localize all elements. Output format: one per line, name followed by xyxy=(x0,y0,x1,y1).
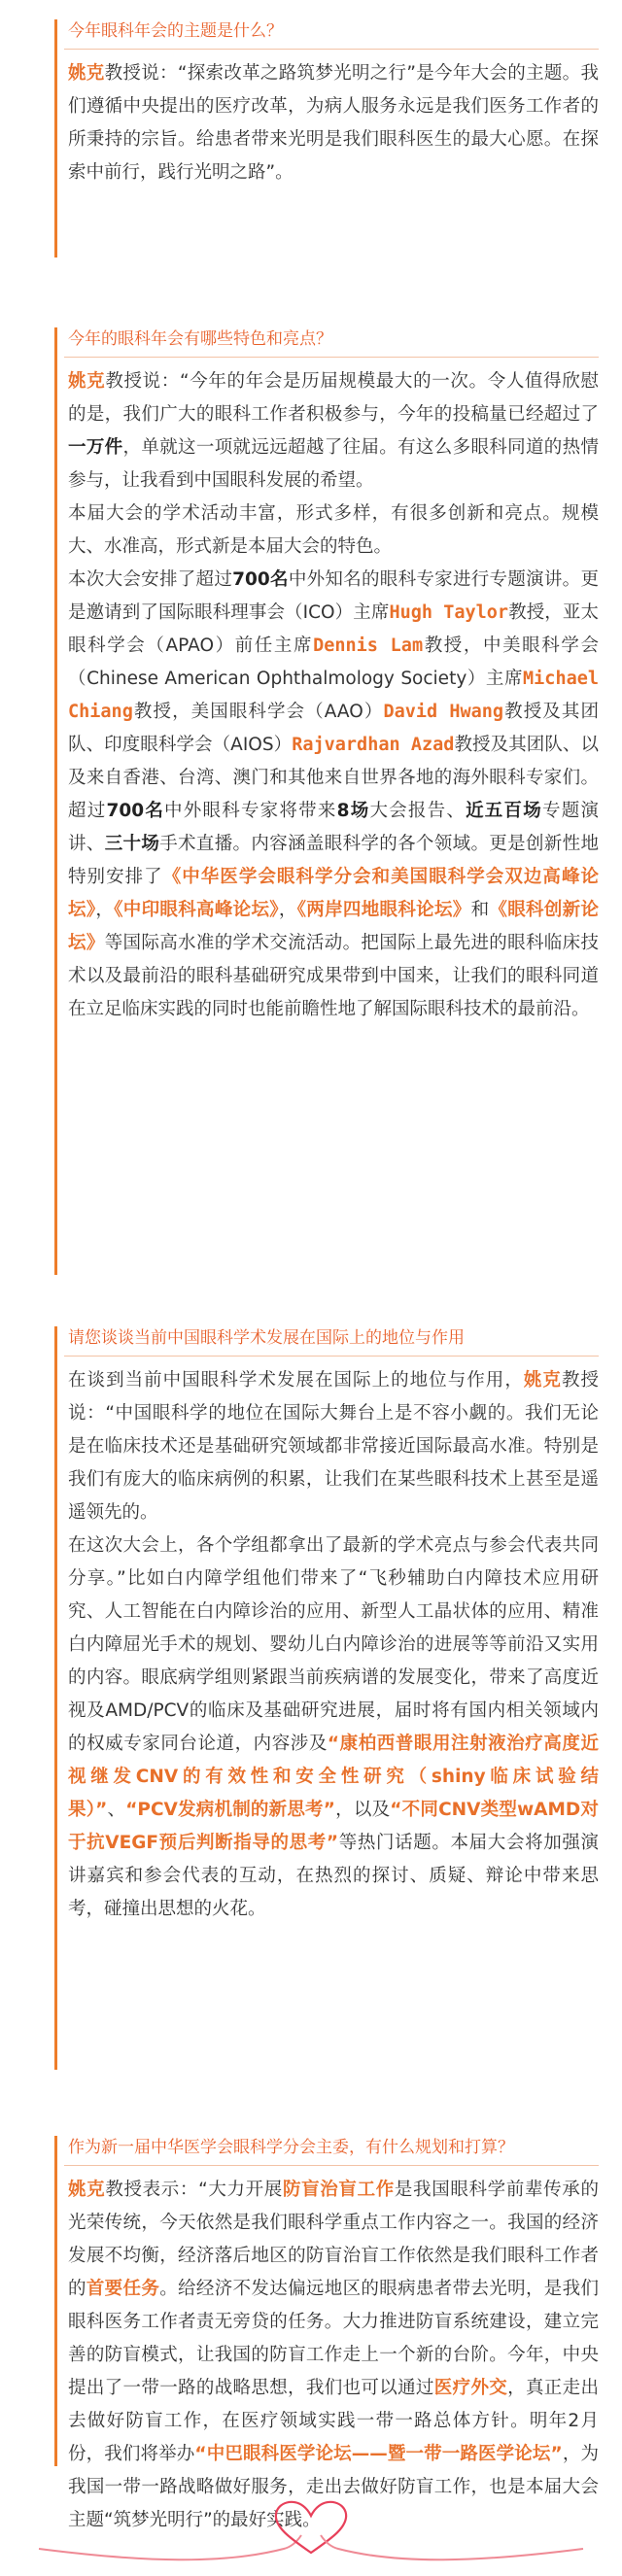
highlighted-text: David Hwang xyxy=(383,702,504,722)
highlighted-text: 一万件 xyxy=(68,437,123,458)
body-text: 在谈到当前中国眼科学术发展在国际上的地位与作用， xyxy=(68,1370,524,1391)
body-text: 教授，亚太眼科学会（APAO）前任主席 xyxy=(68,602,599,656)
section-paragraphs xyxy=(64,365,599,1026)
qa-section-plans xyxy=(54,2136,599,2537)
body-text: 本次大会安排了超过 xyxy=(68,569,233,590)
answer-paragraph xyxy=(64,1529,599,1926)
highlighted-text: Rajvardhan Azad xyxy=(292,735,455,755)
section-question: 作为新一届中华医学会眼科学分会主委，有什么规划和打算？ xyxy=(68,2138,514,2157)
body-text: 教授，中美眼科学会（Chinese American Ophthalmology Society）主席 xyxy=(68,635,599,689)
section-question: 今年眼科年会的主题是什么？ xyxy=(68,21,283,41)
highlighted-text: 近五百场 xyxy=(466,801,542,821)
highlighted-text: 《中印眼科高峰论坛》 xyxy=(114,900,279,920)
body-text: 中外眼科专家将带来 xyxy=(164,801,337,821)
accent-bar xyxy=(54,1326,57,2070)
highlighted-text: “中巴眼科医学论坛——暨一带一路医学论坛” xyxy=(194,2444,563,2464)
body-text: 本届大会的学术活动丰富，形式多样，有很多创新和亮点。规模大、水准高，形式新是本届大会的特色。 xyxy=(68,503,599,557)
qa-section-highlights xyxy=(54,327,599,1026)
highlighted-text: 姚克 xyxy=(68,371,106,392)
body-text: 教授及其团队、印度眼科学会（AIOS） xyxy=(68,702,599,755)
section-body xyxy=(64,1326,599,1926)
highlighted-text: 700名 xyxy=(106,801,165,821)
body-text: 和 xyxy=(470,900,490,920)
question-divider xyxy=(64,357,599,358)
highlighted-text: 700名 xyxy=(232,569,289,590)
highlighted-text: 首要任务 xyxy=(86,2279,160,2299)
body-text: 教授说：“探索改革之路筑梦光明之行”是今年大会的主题。我们遵循中央提出的医疗改革，为病人服务永远是我们医务工作者的所秉持的宗旨。给患者带来光明是我们眼科医生的最大心愿。在探索中前行，践行光明之路”。 xyxy=(68,63,599,183)
body-text: 教授说：“中国眼科学的地位在国际大舞台上是不容小觑的。我们无论是在临床技术还是基础研究领域都非常接近国际最高水准。特别是我们有庞大的临床病例的积累，让我们在某些眼科技术上甚至是遥遥领先的。 xyxy=(68,1370,599,1523)
section-question: 请您谈谈当前中国眼科学术发展在国际上的地位与作用 xyxy=(68,1328,465,1348)
answer-paragraph xyxy=(64,564,599,1026)
highlighted-text: 《眼科创新论坛》 xyxy=(68,900,599,953)
highlighted-text: Dennis Lam xyxy=(313,635,424,656)
highlighted-text: Michael Chiang xyxy=(68,669,599,722)
question-divider xyxy=(64,1356,599,1357)
body-text: 。给经济不发达偏远地区的眼病患者带去光明，是我们眼科医务工作者责无旁贷的任务。大力推进防盲系统建设，建立完善的防盲模式，让我国的防盲工作走上一个新的台阶。今年，中央提出了一带一路的战略思想，我们也可以通过 xyxy=(68,2279,599,2398)
body-text: 大会报告、 xyxy=(369,801,466,821)
body-text: 教授及其团队、以及来自香港、台湾、澳门和其他来自世界各地的海外眼科专家们。超过 xyxy=(68,735,599,821)
body-text: ， xyxy=(278,900,297,920)
question-divider xyxy=(64,49,599,50)
body-text: 等热门话题。本届大会将加强演讲嘉宾和参会代表的互动，在热烈的探讨、质疑、辩论中带来思考，碰撞出思想的火花。 xyxy=(68,1833,599,1919)
qa-section-theme xyxy=(54,19,599,189)
body-text: 教授，美国眼科学会（AAO） xyxy=(132,702,384,722)
body-text: 教授说：“今年的年会是历届规模最大的一次。令人值得欣慰的是，我们广大的眼科工作者积极参与，今年的投稿量已经超过了 xyxy=(68,371,599,425)
body-text: ， xyxy=(95,900,115,920)
section-question: 今年的眼科年会有哪些特色和亮点？ xyxy=(68,329,332,349)
section-paragraphs xyxy=(64,1364,599,1926)
section-paragraphs xyxy=(64,2174,599,2537)
highlighted-text: 《中华医学会眼科学分会和美国眼科学会双边高峰论坛》 xyxy=(68,867,599,920)
answer-paragraph xyxy=(64,365,599,498)
answer-paragraph xyxy=(64,498,599,564)
highlighted-text: 8场 xyxy=(336,801,370,821)
section-paragraphs xyxy=(64,57,599,189)
body-text: 教授表示：“大力开展 xyxy=(105,2180,283,2200)
highlighted-text: 姚克 xyxy=(68,2180,106,2200)
body-text: 中外知名的眼科专家进行专题演讲。更是邀请到了国际眼科理事会（ICO）主席 xyxy=(68,569,599,623)
section-body xyxy=(64,327,599,1026)
body-text: 是我国眼科学前辈传承的光荣传统，今天依然是我们眼科学重点工作内容之一。我国的经济发展不均衡，经济落后地区的防盲治盲工作依然是我们眼科工作者的 xyxy=(68,2180,599,2299)
body-text: 专题演讲、 xyxy=(68,801,599,854)
highlighted-text: 姚克 xyxy=(68,63,105,84)
highlighted-text: 《两岸四地眼科论坛》 xyxy=(296,900,471,920)
section-body xyxy=(64,2136,599,2537)
body-text: ，以及 xyxy=(334,1800,391,1820)
accent-bar xyxy=(54,19,57,258)
body-text: 等国际高水准的学术交流活动。把国际上最先进的眼科临床技术以及最前沿的眼科基础研究成果带到中国来，让我们的眼科同道在立足临床实践的同时也能前瞻性地了解国际眼科技术的最前沿。 xyxy=(68,933,599,1019)
heart-line-icon xyxy=(0,2492,622,2570)
accent-bar xyxy=(54,327,57,1275)
highlighted-text: 防盲治盲工作 xyxy=(282,2180,395,2200)
accent-bar xyxy=(54,2136,57,2466)
highlighted-text: 医疗外交 xyxy=(433,2378,508,2398)
answer-paragraph xyxy=(64,2174,599,2537)
highlighted-text: “PCV发病机制的新思考” xyxy=(125,1800,335,1820)
question-divider xyxy=(64,2165,599,2166)
body-text: 在这次大会上，各个学组都拿出了最新的学术亮点与参会代表共同分享。”比如白内障学组他们带来了“飞秒辅助白内障技术应用研究、人工智能在白内障诊治的应用、新型人工晶状体的应用、精准白内障屈光手术的规划、婴幼儿白内障诊治的进展等等前沿又实用的内容。眼底病学组则紧跟当前疾病谱的发展变化，带来了高度近视及AMD/PCV的临床及基础研究进展，届时将有国内相关领域内的权威专家同台论道，内容涉及 xyxy=(68,1535,599,1754)
highlighted-text: Hugh Taylor xyxy=(389,602,509,623)
highlighted-text: 三十场 xyxy=(104,834,160,854)
highlighted-text: “康柏西普眼用注射液治疗高度近视继发CNV的有效性和安全性研究（shiny临床试验结果）” xyxy=(68,1734,599,1820)
answer-paragraph xyxy=(64,1364,599,1529)
highlighted-text: “不同CNV类型wAMD对于抗VEGF预后判断指导的思考” xyxy=(68,1800,599,1853)
body-text: ，单就这一项就远远超越了往届。有这么多眼科同道的热情参与，让我看到中国眼科发展的希望。 xyxy=(68,437,599,491)
section-body xyxy=(64,19,599,189)
highlighted-text: 姚克 xyxy=(523,1370,562,1391)
body-text: 、 xyxy=(107,1800,126,1820)
answer-paragraph xyxy=(64,57,599,189)
body-text: 手术直播。内容涵盖眼科学的各个领域。更是创新性地特别安排了 xyxy=(68,834,599,887)
body-text: ，真正走出去做好防盲工作，在医疗领域实践一带一路总体方针。明年2月份，我们将举办 xyxy=(68,2378,599,2464)
qa-section-status xyxy=(54,1326,599,1926)
body-text: ，为我国一带一路战略做好服务，走出去做好防盲工作，也是本届大会主题“筑梦光明行”的最好实践。 xyxy=(68,2444,599,2530)
